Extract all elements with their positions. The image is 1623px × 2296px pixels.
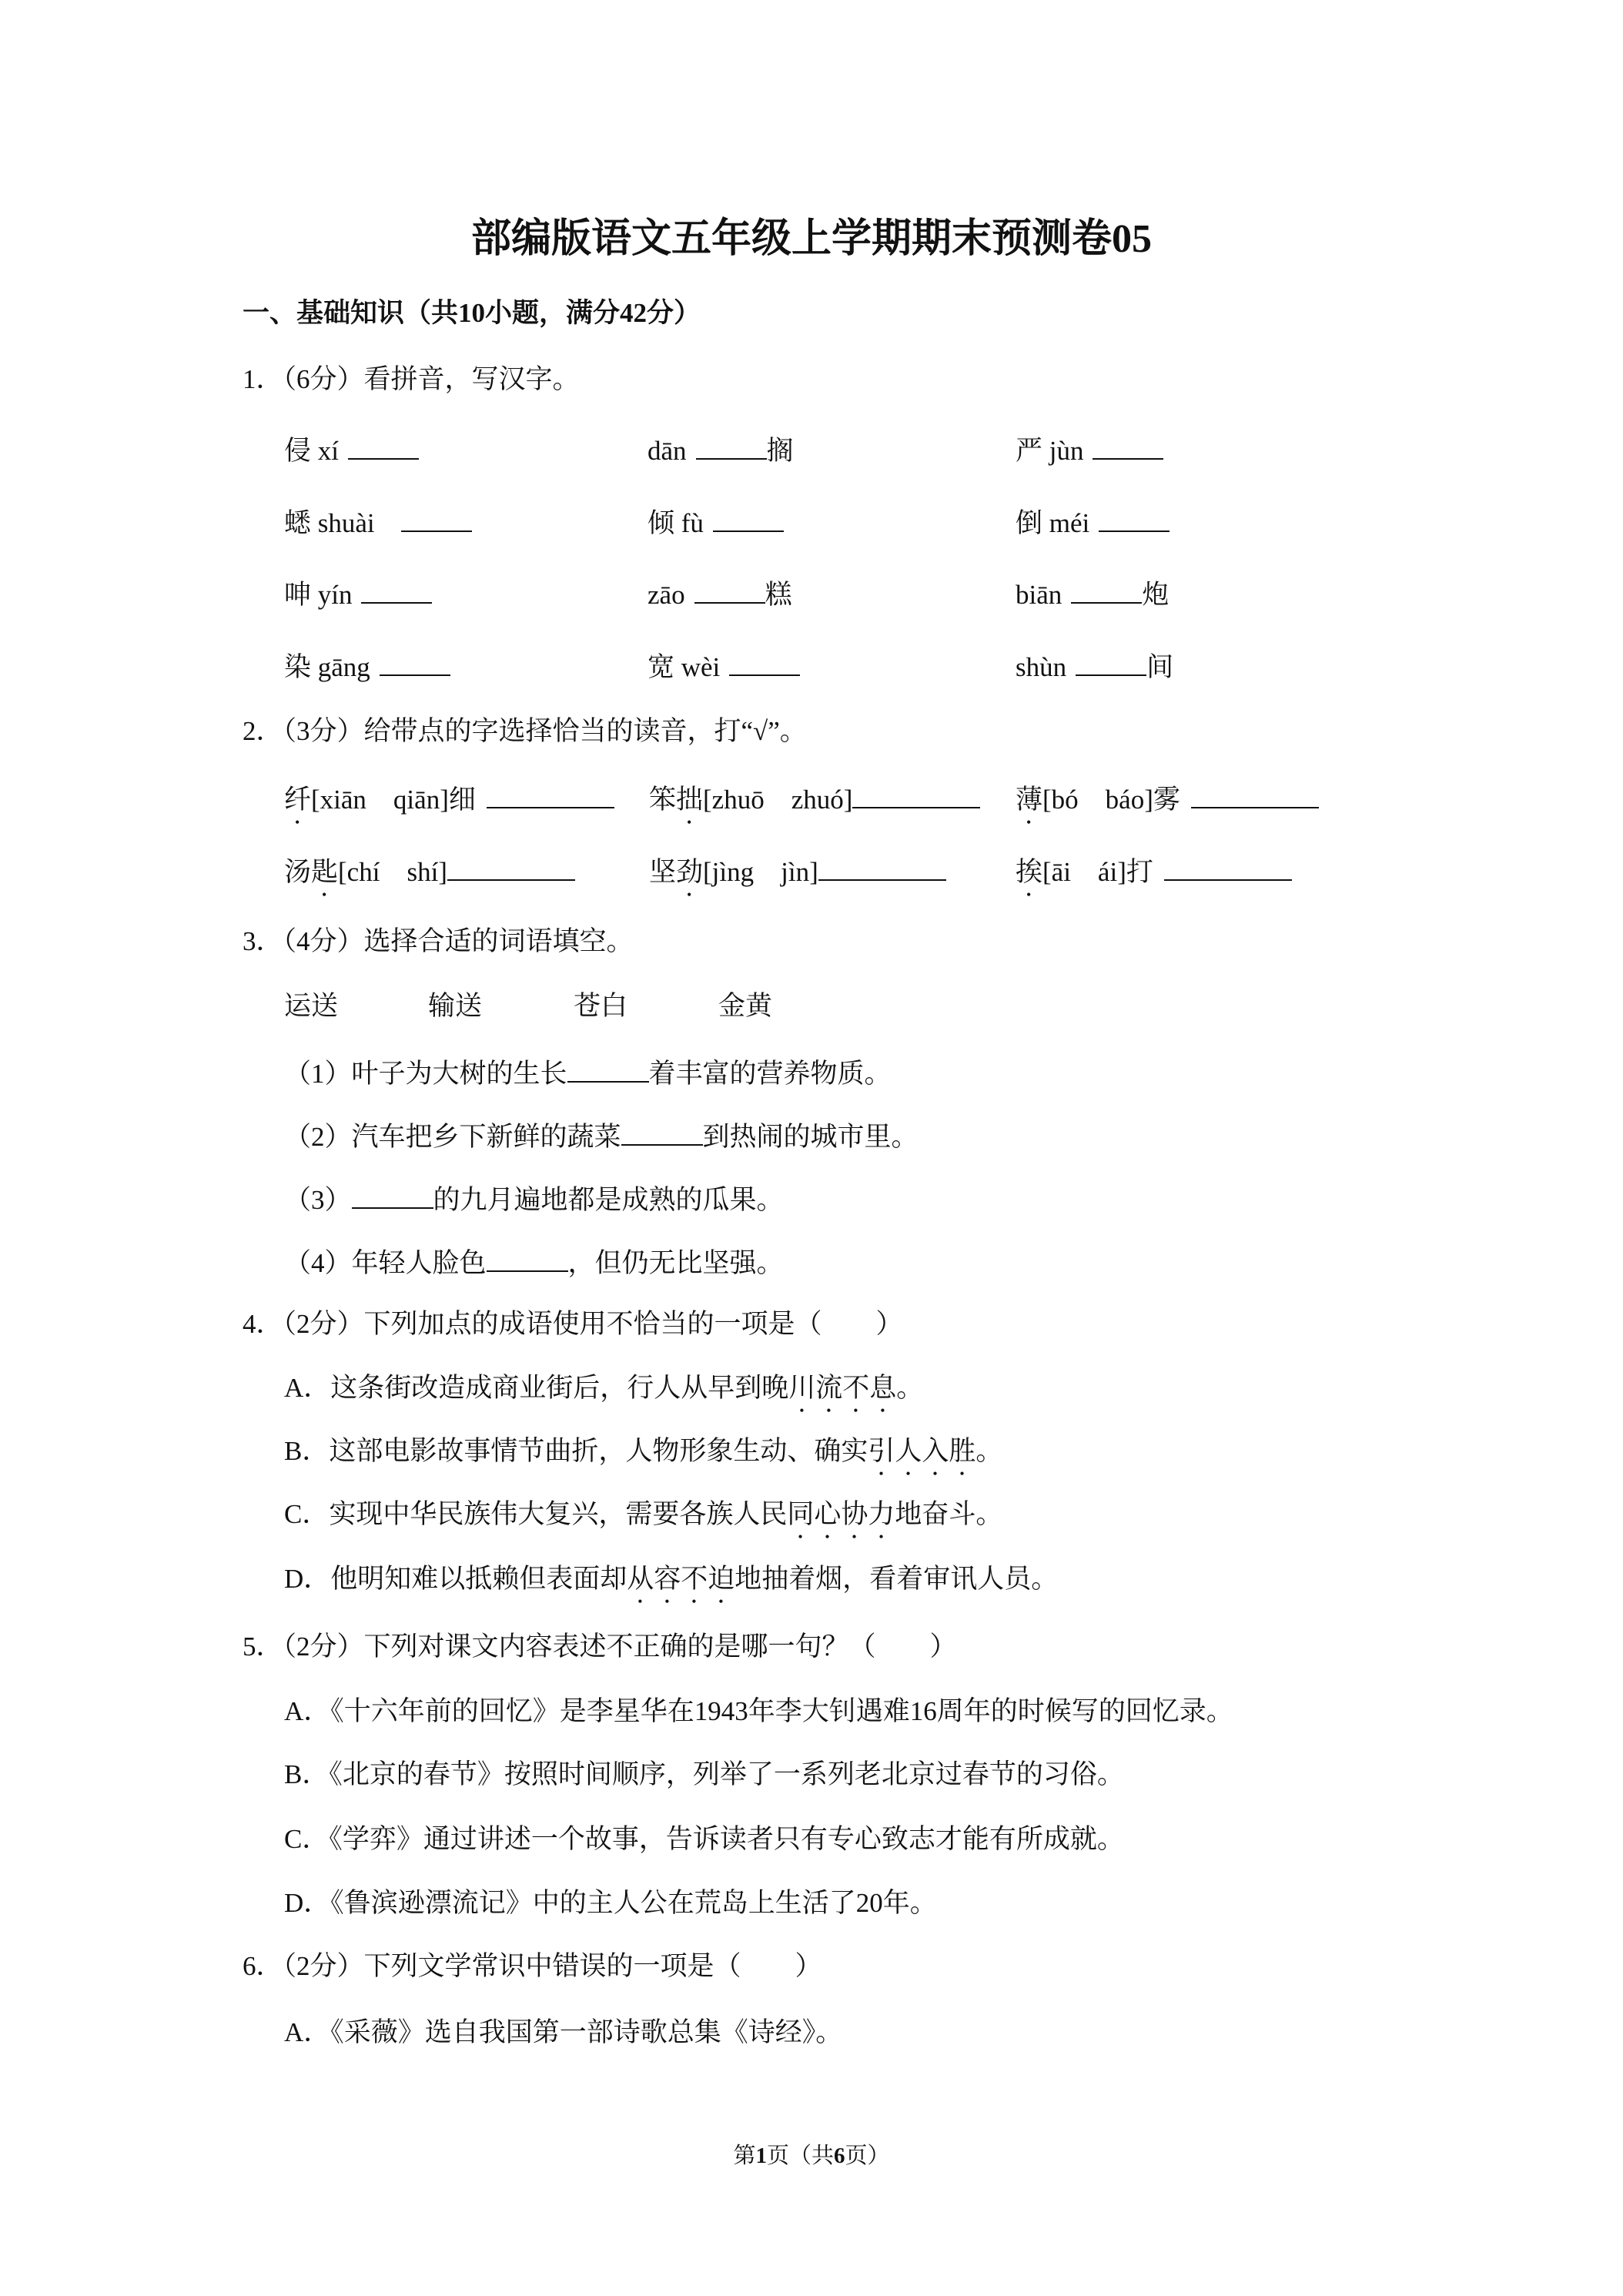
dotted-character: 匙 [311, 857, 339, 887]
dotted-character: 拙 [676, 785, 704, 815]
reading-choice-item [1016, 784, 1319, 830]
question-1-stem: 1．（6分）看拼音，写汉字。 [243, 364, 580, 394]
question-3-stem: 3．（4分）选择合适的词语填空。 [243, 926, 634, 956]
pinyin-options: [xiān qiān]细 [311, 785, 476, 815]
word-choice: 金黄 [718, 991, 773, 1021]
pinyin-prompt: 蟋 shuài [284, 508, 375, 538]
dotted-character: 劲 [676, 857, 704, 887]
word-choice: 输送 [428, 991, 483, 1021]
answer-blank [729, 651, 800, 676]
question-6-stem: 6．（2分）下列文学常识中错误的一项是（ ） [243, 1951, 822, 1981]
sentence-end: ，但仍无比坚强。 [567, 1248, 784, 1278]
dotted-character: 挨 [1016, 857, 1043, 887]
answer-blank [567, 1058, 649, 1083]
pinyin-item [648, 435, 794, 465]
option-text: A．这条街改造成商业街后，行人从早到晚 [284, 1373, 789, 1403]
answer-blank [818, 856, 946, 881]
pinyin-suffix: 炮 [1142, 580, 1170, 610]
pinyin-prompt: shùn [1016, 652, 1067, 682]
sentence-start: （2）汽车把乡下新鲜的蔬菜 [284, 1122, 621, 1152]
option-text-end: 。 [896, 1373, 924, 1403]
answer-blank [348, 435, 419, 460]
pinyin-suffix: 搁 [766, 436, 794, 466]
footer-mid: 页（共 [766, 2144, 834, 2168]
pinyin-item [1016, 435, 1163, 465]
pinyin-prompt: dān [648, 436, 687, 466]
dotted-idiom: 从容不迫 [627, 1564, 735, 1594]
pinyin-suffix: 间 [1146, 652, 1174, 682]
answer-blank [1191, 784, 1319, 808]
pinyin-options: [zhuō zhuó] [703, 785, 853, 815]
reading-choice-item [284, 856, 575, 902]
option-text: B．这部电影故事情节曲折，人物形象生动、确实 [284, 1436, 868, 1466]
pinyin-prompt: zāo [648, 580, 685, 610]
reading-choice-item [649, 784, 980, 830]
word-prefix: 笨 [649, 785, 677, 815]
option-a [284, 1373, 923, 1418]
pinyin-options: [chí shí] [338, 857, 447, 887]
answer-blank [487, 784, 614, 808]
option-d [284, 1564, 1058, 1609]
option-text: C．实现中华民族伟大复兴，需要各族人民 [284, 1499, 788, 1529]
pinyin-prompt: 宽 wèi [648, 652, 721, 682]
fill-blank-item [284, 1184, 784, 1214]
pinyin-options: [āi ái]打 [1042, 857, 1153, 887]
pinyin-item [284, 579, 432, 609]
section-heading: 一、基础知识（共10小题，满分42分） [243, 298, 701, 328]
pinyin-item [284, 435, 419, 465]
pinyin-prompt: 倾 fù [648, 508, 704, 538]
sentence-end: 到热闹的城市里。 [702, 1122, 919, 1152]
option-a: A．《十六年前的回忆》是李星华在1943年李大钊遇难16周年的时候写的回忆录。 [284, 1696, 1233, 1726]
pinyin-item [648, 579, 792, 609]
dotted-idiom: 同心协力 [787, 1499, 895, 1529]
fill-blank-item [284, 1121, 919, 1151]
pinyin-options: [jìng jìn] [703, 857, 818, 887]
option-b [284, 1436, 1002, 1481]
pinyin-item [648, 507, 784, 537]
page-title: 部编版语文五年级上学期期末预测卷05 [470, 217, 1152, 261]
word-prefix: 坚 [649, 857, 677, 887]
fill-blank-item [284, 1058, 892, 1088]
answer-blank [447, 856, 575, 881]
pinyin-options: [bó báo]雾 [1042, 785, 1180, 815]
answer-blank [1099, 507, 1170, 532]
pinyin-prompt: 侵 xí [284, 436, 339, 466]
answer-blank [1076, 651, 1146, 676]
total-page-number: 6 [834, 2144, 845, 2168]
option-b: B．《北京的春节》按照时间顺序，列举了一系列老北京过春节的习俗。 [284, 1759, 1124, 1789]
pinyin-item [284, 651, 450, 681]
pinyin-suffix: 糕 [765, 580, 792, 610]
word-prefix: 汤 [284, 857, 312, 887]
footer-suffix: 页） [845, 2144, 890, 2168]
answer-blank [696, 435, 767, 460]
dotted-idiom: 引人入胜 [868, 1436, 976, 1466]
reading-choice-item [649, 856, 946, 902]
dotted-character: 薄 [1016, 785, 1043, 815]
answer-blank [1093, 435, 1163, 460]
sentence-end: 着丰富的营养物质。 [648, 1059, 892, 1089]
pinyin-item [1016, 579, 1169, 609]
answer-blank [1164, 856, 1292, 881]
word-choice: 苍白 [574, 991, 628, 1021]
answer-blank [694, 579, 765, 604]
page-footer [0, 2144, 1623, 2167]
pinyin-item [648, 651, 800, 681]
question-5-stem: 5．（2分）下列对课文内容表述不正确的是哪一句？（ ） [243, 1632, 957, 1662]
answer-blank [380, 651, 450, 676]
sentence-end: 的九月遍地都是成熟的瓜果。 [433, 1185, 784, 1215]
answer-blank [713, 507, 784, 532]
answer-blank [1071, 579, 1142, 604]
option-c: C．《学弈》通过讲述一个故事，告诉读者只有专心致志才能有所成就。 [284, 1824, 1124, 1854]
answer-blank [401, 507, 472, 532]
pinyin-prompt: 染 gāng [284, 652, 370, 682]
sentence-start: （1）叶子为大树的生长 [284, 1059, 567, 1089]
dotted-idiom: 川流不息 [788, 1373, 897, 1403]
option-text-end: 地抽着烟，看着审讯人员。 [735, 1564, 1059, 1594]
question-2-stem: 2．（3分）给带点的字选择恰当的读音，打“√”。 [243, 716, 807, 746]
current-page-number: 1 [755, 2144, 767, 2168]
pinyin-prompt: biān [1016, 580, 1062, 610]
answer-blank [852, 784, 980, 808]
option-text-end: 地奋斗。 [895, 1499, 1003, 1529]
option-c [284, 1499, 1002, 1545]
sentence-start: （3） [284, 1185, 352, 1215]
pinyin-prompt: 呻 yín [284, 580, 353, 610]
pinyin-item [1016, 651, 1173, 681]
option-d: D．《鲁滨逊漂流记》中的主人公在荒岛上生活了20年。 [284, 1888, 937, 1918]
answer-blank [352, 1184, 433, 1209]
sentence-start: （4）年轻人脸色 [284, 1248, 487, 1278]
option-a: A．《采薇》选自我国第一部诗歌总集《诗经》。 [284, 2017, 843, 2047]
answer-blank [621, 1121, 703, 1146]
question-4-stem: 4．（2分）下列加点的成语使用不恰当的一项是（ ） [243, 1309, 903, 1339]
pinyin-item [1016, 507, 1170, 537]
dotted-character: 纤 [284, 785, 312, 815]
pinyin-prompt: 严 jùn [1016, 436, 1084, 466]
option-text-end: 。 [975, 1436, 1003, 1466]
word-choice: 运送 [284, 991, 339, 1021]
reading-choice-item [1016, 856, 1292, 902]
answer-blank [361, 579, 432, 604]
option-text: D．他明知难以抵赖但表面却 [284, 1564, 627, 1594]
fill-blank-item [284, 1247, 784, 1277]
footer-prefix: 第 [733, 2144, 756, 2168]
reading-choice-item [284, 784, 614, 830]
answer-blank [487, 1247, 568, 1272]
pinyin-item [284, 507, 472, 537]
pinyin-prompt: 倒 méi [1016, 508, 1090, 538]
